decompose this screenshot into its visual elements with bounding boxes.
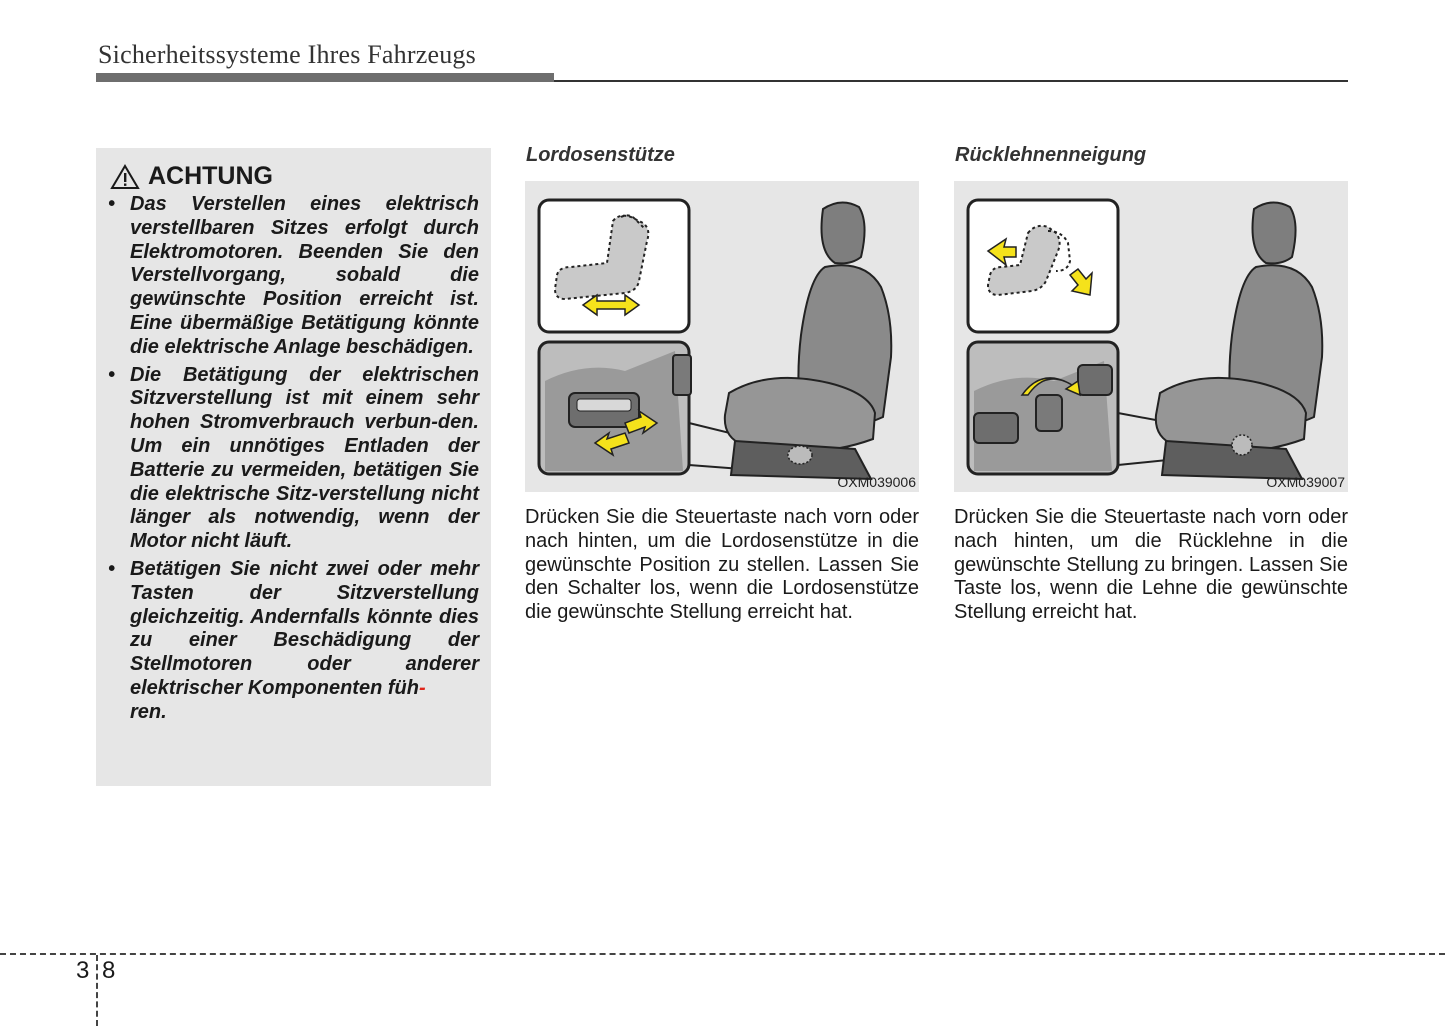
footer-page-number: 8 [102,957,116,984]
section-heading-backrest: Rücklehnenneigung [955,144,1147,166]
warning-heading-label: ACHTUNG [148,162,273,190]
warning-box [96,148,491,786]
warning-item: • Betätigen Sie nicht zwei oder mehr Tasten der Sitzverstellung gleichzeitig. Andernfalls könnte dies zu einer Beschädigung der Stellmotoren oder anderer elektrischer Komponenten füh- ren. [108,557,479,723]
warning-item-text: Das Verstellen eines elektrisch verstellbaren Sitzes erfolgt durch Elektromotoren. Beenden Sie den Verstellvorgang, sobald die gewünschte Position erreicht ist. Eine übermäßige Betätigung könnte die elektrische Anlage beschädigen. [130,193,479,358]
figure-lumbar-support [525,181,919,492]
footer-dashed-divider [96,955,98,1026]
warning-item: • Das Verstellen eines elektrisch verstellbaren Sitzes erfolgt durch Elektromotoren. Beenden Sie den Verstellvorgang, sobald die gewünschte Position erreicht ist. Eine übermäßige Betätigung könnte die elektrische Anlage beschädigen. [108,193,479,358]
figure-code-lumbar: OXM039006 [837,474,916,490]
warning-item: • Die Betätigung der elektrischen Sitzverstellung ist mit einem sehr hohen Stromverbrauch verbun-den. Um ein unnötiges Entladen der Batterie zu vermeiden, betätigen Sie die elektrische Sitz-verstellung nicht länger als notwendig, wenn der Motor nicht läuft. [108,363,479,553]
warning-item-text-tail: ren. [130,700,167,723]
warning-list [108,193,479,725]
lumbar-seat-illustration [525,181,919,492]
header-rule-thin [554,80,1348,82]
warning-item-hyphen: - [418,676,426,699]
warning-heading [110,162,479,191]
section-body-lumbar: Drücken Sie die Steuertaste nach vorn oder nach hinten, um die Lordosenstütze in die gewünschte Position zu stellen. Lassen Sie den Schalter los, wenn die Lordosenstütze die gewünschte Stellung erreicht hat. [525,506,919,624]
page-header-title: Sicherheitssysteme Ihres Fahrzeugs [98,40,476,69]
figure-backrest-recline [954,181,1348,492]
warning-triangle-icon [110,164,140,190]
footer-dashed-rule [0,953,1445,955]
footer-chapter-number: 3 [76,957,90,984]
warning-item-text: Betätigen Sie nicht zwei oder mehr Tasten der Sitzverstellung gleichzeitig. Andernfalls könnte dies zu einer Beschädigung der Stellmotoren oder anderer elektrischer Komponenten füh [130,557,479,699]
section-heading-lumbar: Lordosenstütze [526,144,675,166]
figure-code-backrest: OXM039007 [1266,474,1345,490]
backrest-seat-illustration [954,181,1348,492]
warning-item-text: Die Betätigung der elektrischen Sitzverstellung ist mit einem sehr hohen Stromverbrauch verbun-den. Um ein unnötiges Entladen der Batterie zu vermeiden, betätigen Sie die elektrische Sitz-verstellung nicht länger als notwendig, wenn der Motor nicht läuft. [130,363,479,553]
section-body-backrest: Drücken Sie die Steuertaste nach vorn oder nach hinten, um die Rücklehne in die gewünschte Stellung zu bringen. Lassen Sie Taste los, wenn die Lehne die gewünschte Stellung erreicht hat. [954,506,1348,624]
header-rule-thick [96,73,554,82]
